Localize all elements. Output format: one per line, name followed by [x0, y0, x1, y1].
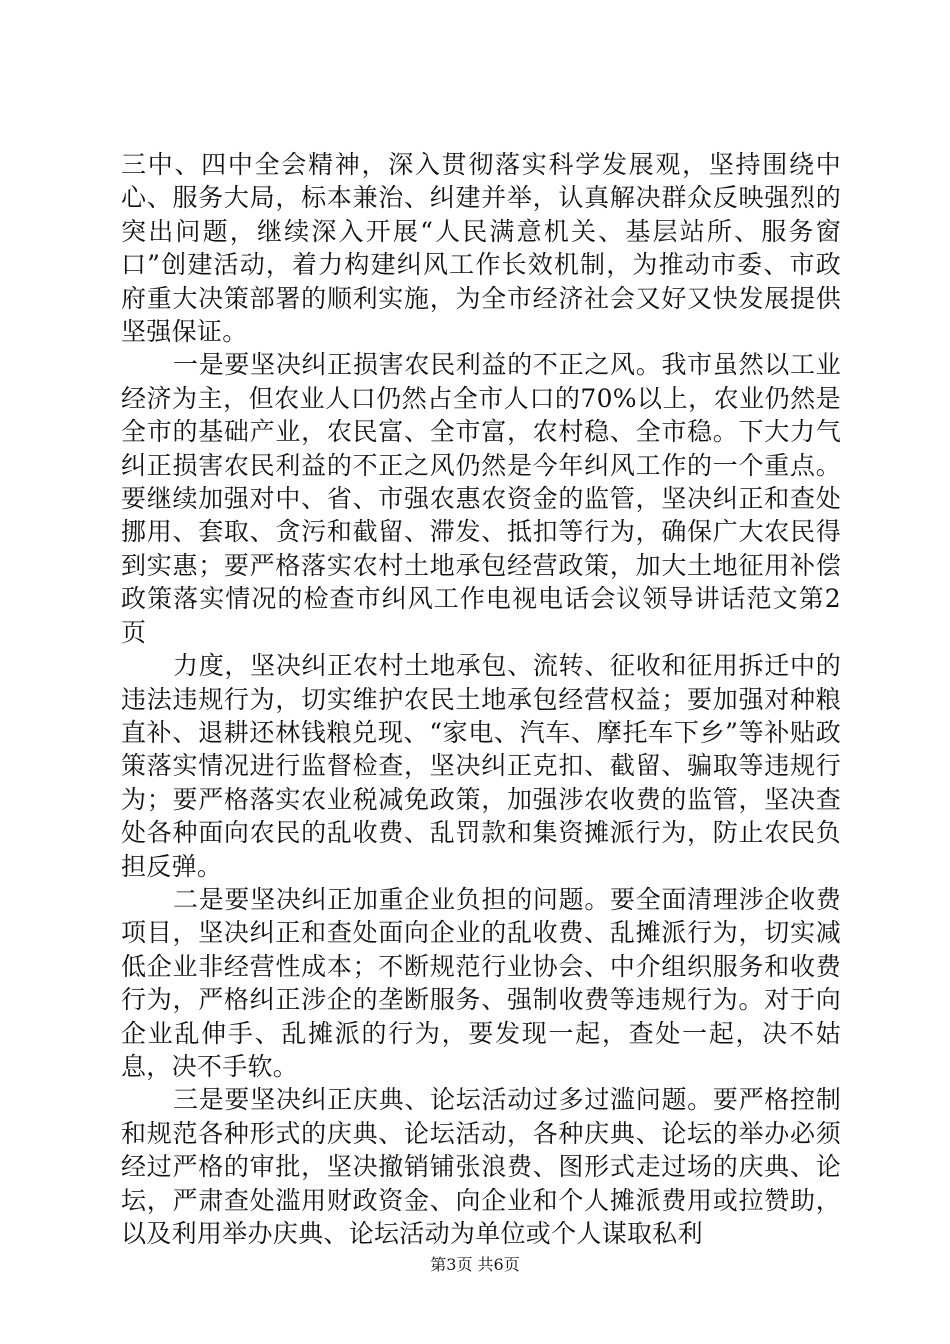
- paragraph-4: 二是要坚决纠正加重企业负担的问题。要全面清理涉企收费项目，坚决纠正和查处面向企业的乱收费、乱摊派行为，切实减低企业非经营性成本；不断规范行业协会、中介组织服务和收费行为，严格纠正涉企的垄断服务、强制收费等违规行为。对于向企业乱伸手、乱摊派的行为，要发现一起，查处一起，决不姑息，决不手软。: [121, 884, 841, 1081]
- paragraph-1: 三中、四中全会精神，深入贯彻落实科学发展观，坚持围绕中心、服务大局，标本兼治、纠建并举，认真解决群众反映强烈的突出问题，继续深入开展“人民满意机关、基层站所、服务窗口”创建活动，着力构建纠风工作长效机制，为推动市委、市政府重大决策部署的顺利实施，为全市经济社会又好又快发展提供坚强保证。: [121, 150, 841, 347]
- page-number-footer: 第3页 共6页: [430, 1255, 520, 1274]
- paragraph-2: 一是要坚决纠正损害农民利益的不正之风。我市虽然以工业经济为主，但农业人口仍然占全市人口的70%以上，农业仍然是全市的基础产业，农民富、全市富，农村稳、全市稳。下大力气纠正损害农民利益的不正之风仍然是今年纠风工作的一个重点。要继续加强对中、省、市强农惠农资金的监管，坚决纠正和查处挪用、套取、贪污和截留、滞发、抵扣等行为，确保广大农民得到实惠；要严格落实农村土地承包经营政策，加大土地征用补偿政策落实情况的检查市纠风工作电视电话会议领导讲话范文第2页: [121, 350, 841, 647]
- document-body: [121, 148, 841, 1250]
- paragraph-3: 力度，坚决纠正农村土地承包、流转、征收和征用拆迁中的违法违规行为，切实维护农民土地承包经营权益；要加强对种粮直补、退耕还林钱粮兑现、“家电、汽车、摩托车下乡”等补贴政策落实情况进行监督检查，坚决纠正克扣、截留、骗取等违规行为；要严格落实农业税减免政策，加强涉农收费的监管，坚决查处各种面向农民的乱收费、乱罚款和集资摊派行为，防止农民负担反弹。: [121, 651, 841, 881]
- paragraph-5: 三是要坚决纠正庆典、论坛活动过多过滥问题。要严格控制和规范各种形式的庆典、论坛活动，各种庆典、论坛的举办必须经过严格的审批，坚决撤销铺张浪费、图形式走过场的庆典、论坛，严肃查处滥用财政资金、向企业和个人摊派费用或拉赞助，以及利用举办庆典、论坛活动为单位或个人谋取私利: [121, 1085, 841, 1248]
